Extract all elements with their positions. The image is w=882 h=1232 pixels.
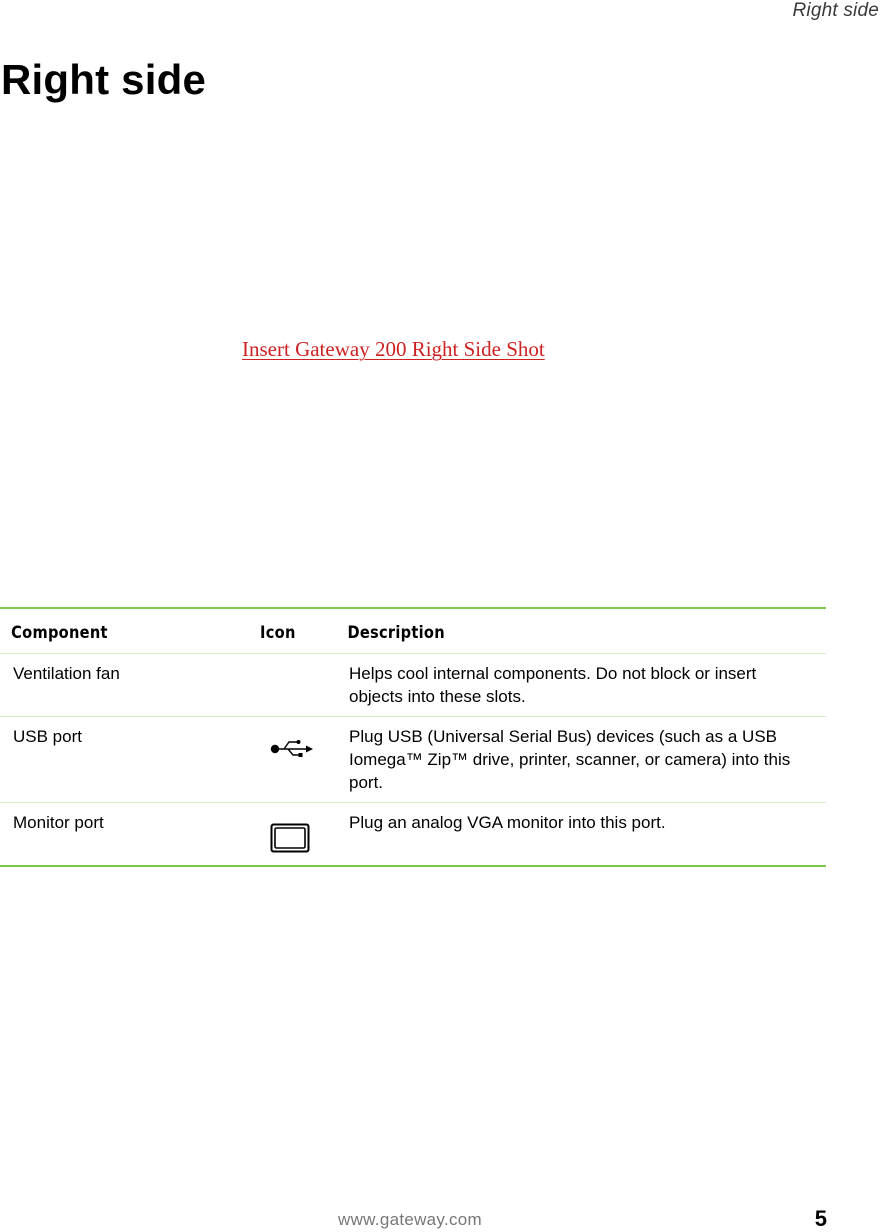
table-header-row <box>0 608 826 654</box>
running-header: Right side <box>792 0 879 21</box>
icon-cell-empty <box>248 654 338 717</box>
icon-cell <box>248 803 338 867</box>
column-header-description: Description <box>338 608 758 654</box>
table-row <box>0 717 826 803</box>
component-table <box>0 607 826 867</box>
column-header-icon: Icon <box>248 608 325 654</box>
table-row <box>0 803 826 867</box>
monitor-icon <box>270 823 310 853</box>
footer-url: www.gateway.com <box>338 1210 483 1229</box>
component-name: Ventilation fan <box>0 654 248 717</box>
page-title: Right side <box>1 56 207 103</box>
component-name: USB port <box>0 717 248 803</box>
table-row <box>0 654 826 717</box>
component-description: Helps cool internal components. Do not block or insert objects into these slots. <box>338 654 826 717</box>
usb-icon <box>270 738 314 758</box>
component-description: Plug USB (Universal Serial Bus) devices (such as a USB Iomega™ Zip™ drive, printer, scanner, or camera) into this port. <box>338 717 826 803</box>
column-header-component: Component <box>0 608 213 654</box>
icon-cell <box>248 717 338 803</box>
page-number: 5 <box>814 1206 827 1231</box>
component-name: Monitor port <box>0 803 248 867</box>
image-placeholder-link[interactable]: Insert Gateway 200 Right Side Shot <box>242 337 545 361</box>
component-description: Plug an analog VGA monitor into this port. <box>338 803 826 867</box>
